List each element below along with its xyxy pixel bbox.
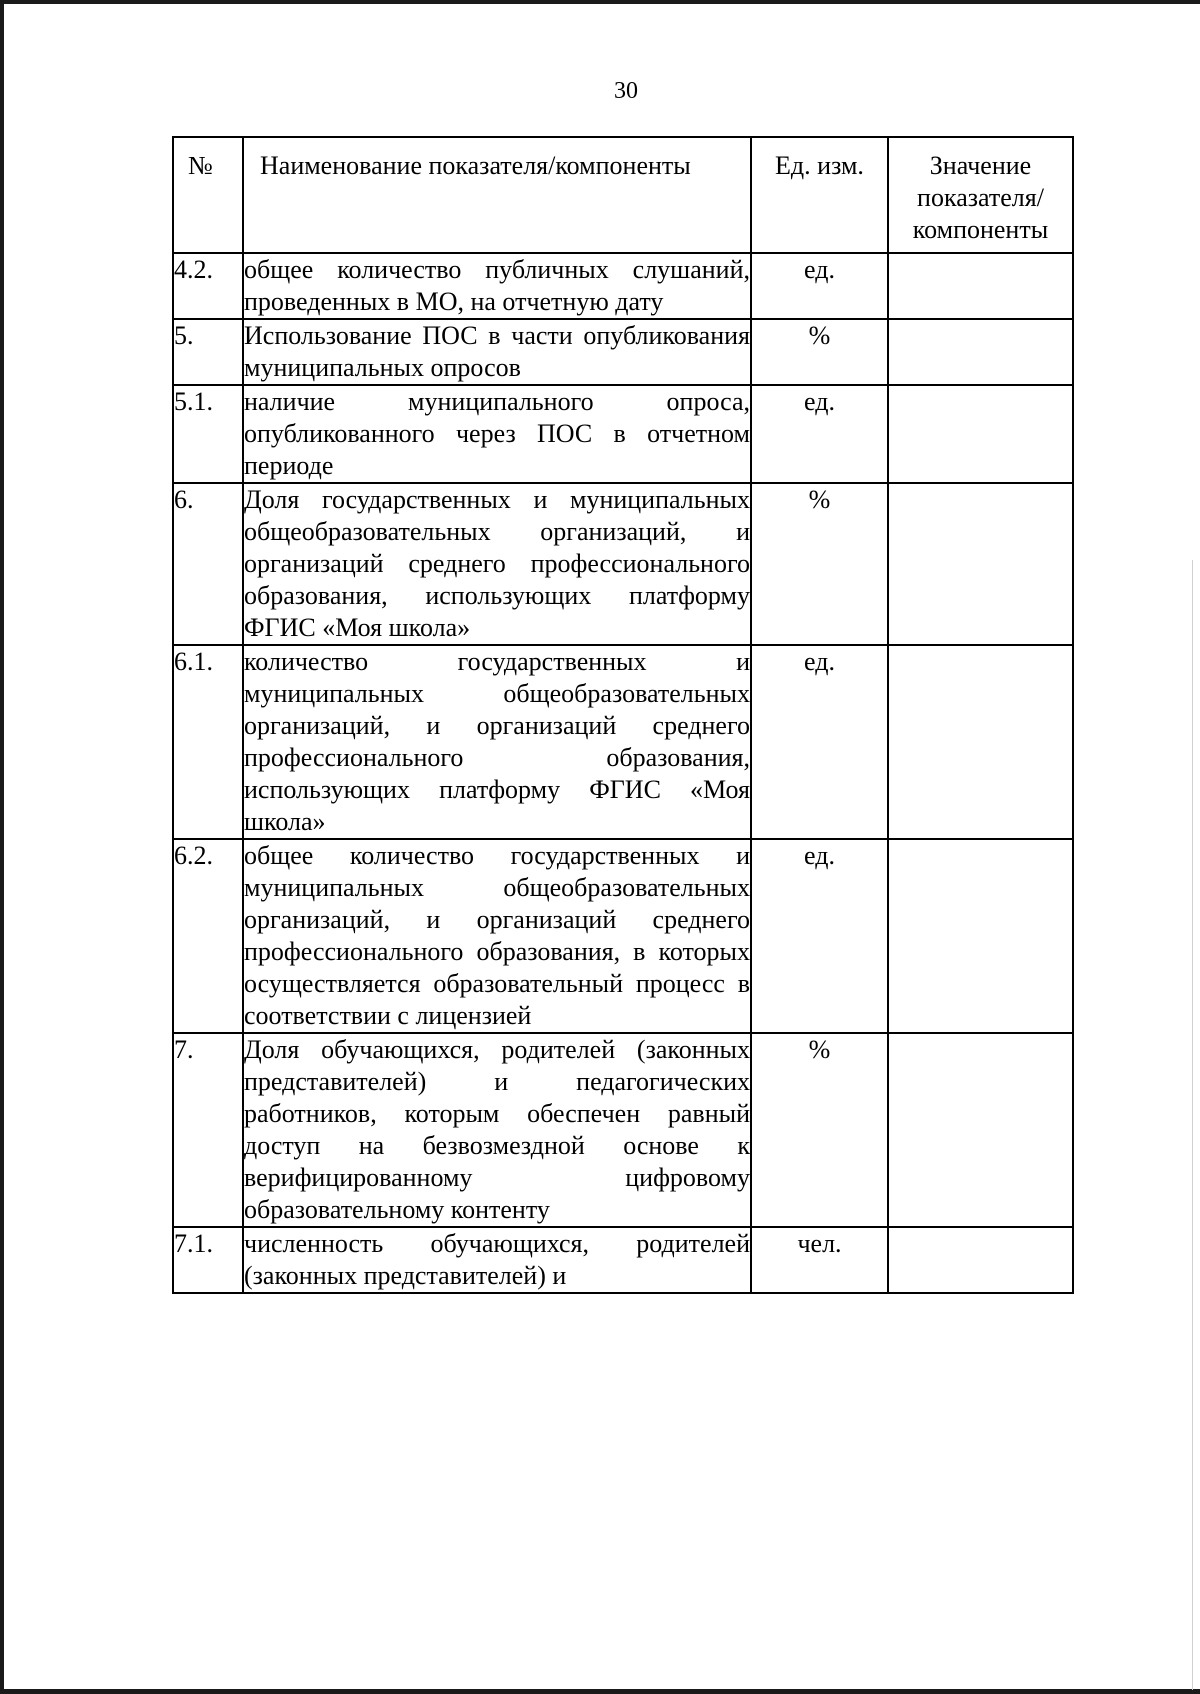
row-number: 5.	[173, 319, 243, 385]
table-row	[173, 483, 1073, 645]
table-row	[173, 385, 1073, 483]
row-number: 5.1.	[173, 385, 243, 483]
header-name: Наименование показателя/компоненты	[243, 137, 751, 253]
row-value	[888, 385, 1073, 483]
row-number: 6.1.	[173, 645, 243, 839]
table-row	[173, 253, 1073, 319]
row-name: общее количество публичных слушаний, проведенных в МО, на отчетную дату	[243, 253, 751, 319]
row-value	[888, 645, 1073, 839]
page-number: 30	[614, 78, 638, 104]
row-name: Использование ПОС в части опубликования муниципальных опросов	[243, 319, 751, 385]
row-number: 6.2.	[173, 839, 243, 1033]
table-row	[173, 319, 1073, 385]
table-header-row	[173, 137, 1073, 253]
row-unit: ед.	[751, 253, 888, 319]
header-value: Значение показателя/ компоненты	[888, 137, 1073, 253]
row-value	[888, 1033, 1073, 1227]
row-unit: чел.	[751, 1227, 888, 1293]
header-unit: Ед. изм.	[751, 137, 888, 253]
row-unit: %	[751, 483, 888, 645]
row-unit: %	[751, 319, 888, 385]
row-value	[888, 483, 1073, 645]
row-name: Доля государственных и муниципальных общеобразовательных организаций, и организаций среднего профессионального образования, использующих платформу ФГИС «Моя школа»	[243, 483, 751, 645]
row-value	[888, 253, 1073, 319]
table-row	[173, 1033, 1073, 1227]
row-unit: ед.	[751, 645, 888, 839]
row-value	[888, 839, 1073, 1033]
table-row	[173, 645, 1073, 839]
row-name: количество государственных и муниципальных общеобразовательных организаций, и организаций среднего профессионального образования, использующих платформу ФГИС «Моя школа»	[243, 645, 751, 839]
row-number: 7.	[173, 1033, 243, 1227]
indicators-table	[172, 136, 1074, 1294]
table-row	[173, 1227, 1073, 1293]
row-unit: %	[751, 1033, 888, 1227]
row-value	[888, 1227, 1073, 1293]
row-unit: ед.	[751, 839, 888, 1033]
scan-edge-left	[0, 0, 4, 1694]
row-number: 4.2.	[173, 253, 243, 319]
scan-margin-line	[1192, 560, 1193, 1690]
row-value	[888, 319, 1073, 385]
row-name: численность обучающихся, родителей (законных представителей) и	[243, 1227, 751, 1293]
scan-edge-top	[0, 0, 1200, 4]
header-number: №	[173, 137, 243, 253]
row-number: 7.1.	[173, 1227, 243, 1293]
row-name: наличие муниципального опроса, опубликованного через ПОС в отчетном периоде	[243, 385, 751, 483]
row-name: общее количество государственных и муниципальных общеобразовательных организаций, и организаций среднего профессионального образования, в которых осуществляется образовательный процесс в соответствии с лицензией	[243, 839, 751, 1033]
scan-edge-bottom	[0, 1689, 1200, 1694]
row-number: 6.	[173, 483, 243, 645]
row-name: Доля обучающихся, родителей (законных представителей) и педагогических работников, которым обеспечен равный доступ на безвозмездной основе к верифицированному цифровому образовательному контенту	[243, 1033, 751, 1227]
row-unit: ед.	[751, 385, 888, 483]
table-row	[173, 839, 1073, 1033]
